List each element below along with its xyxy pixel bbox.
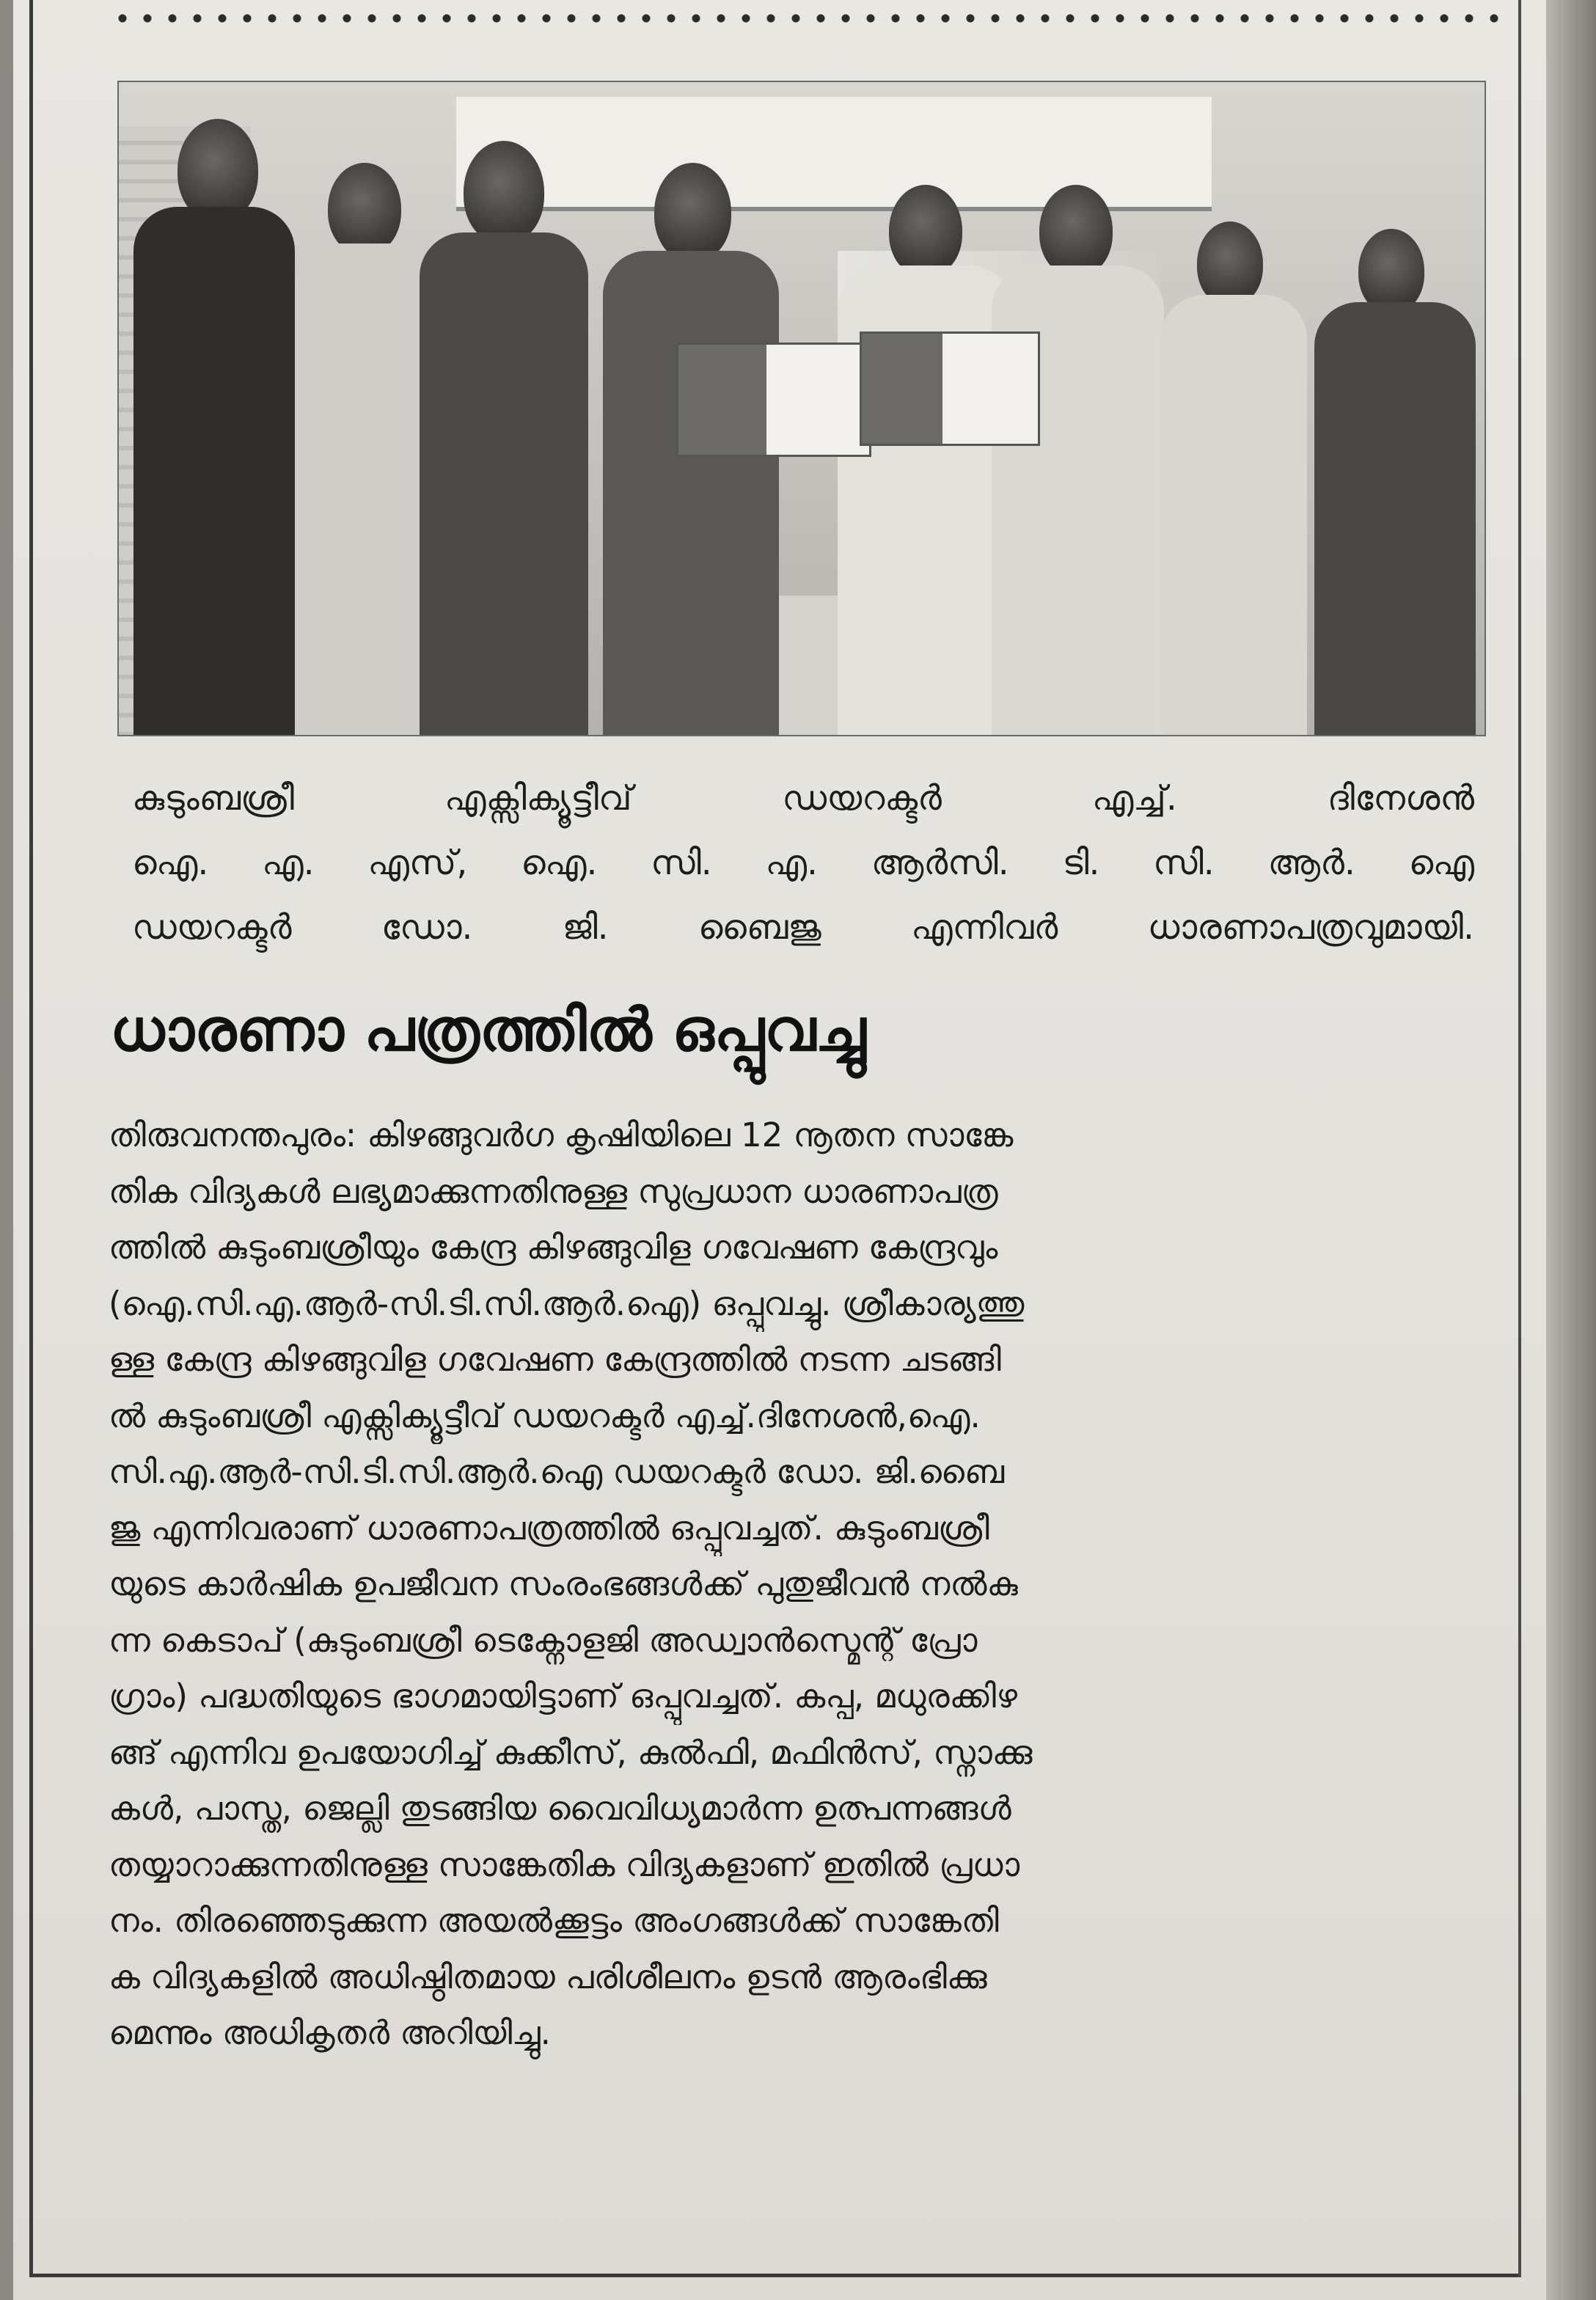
memorandum-document-left xyxy=(676,343,871,457)
page-edge-shadow xyxy=(1546,0,1596,2300)
body-line: ജു എന്നിവരാണ് ധാരണാപത്രത്തിൽ ഒപ്പുവച്ചത്. കുടുംബശ്രീ xyxy=(109,1508,989,1548)
body-line: തിരുവനന്തപുരം: കിഴങ്ങുവർഗ കൃഷിയിലെ 12 നൂതന സാങ്കേ xyxy=(109,1116,1014,1154)
caption-line: ഡയറക്ടർ ഡോ. ജി. ബൈജു എന്നിവർ ധാരണാപത്രവുമായി. xyxy=(132,907,1474,948)
body-line: യുടെ കാർഷിക ഉപജീവന സംരംഭങ്ങൾക്ക് പുതുജീവൻ നൽകു xyxy=(109,1564,1018,1603)
body-line: സി.എ.ആർ-സി.ടി.സി.ആർ.ഐ ഡയറക്ടർ ഡോ. ജി.ബൈ xyxy=(109,1452,1005,1491)
news-photo xyxy=(117,81,1486,736)
body-line: ഗ്രാം) പദ്ധതിയുടെ ഭാഗമായിട്ടാണ് ഒപ്പുവച്ചത്. കപ്പ, മധുരക്കിഴ xyxy=(109,1677,1017,1715)
column-rule-left xyxy=(29,0,33,2274)
body-line: ൽ കുടുംബശ്രീ എക്സിക്യൂട്ടീവ് ഡയറക്ടർ എച്ച്.ദിനേശൻ,ഐ. xyxy=(109,1396,981,1435)
caption-line: ഐ. എ. എസ്, ഐ. സി. എ. ആർസി. ടി. സി. ആർ. ഐ xyxy=(132,843,1474,883)
body-line: ത്തിൽ കുടുംബശ്രീയും കേന്ദ്ര കിഴങ്ങുവിള ഗവേഷണ കേന്ദ്രവും xyxy=(109,1228,998,1267)
caption-line: കുടുംബശ്രീ എക്സിക്യൂട്ടീവ് ഡയറക്ടർ എച്ച്. ദിനേശൻ xyxy=(132,778,1474,818)
body-line: ന്ന കെടാപ് (കുടുംബശ്രീ ടെക്നോളജി അഡ്വാൻസ്മെന്റ് പ്രോ xyxy=(109,1620,978,1660)
body-line: ള്ള കേന്ദ്ര കിഴങ്ങുവിള ഗവേഷണ കേന്ദ്രത്തിൽ നടന്ന ചടങ്ങി xyxy=(109,1340,1001,1379)
memorandum-document-right xyxy=(860,332,1040,446)
dotted-border xyxy=(110,10,1504,26)
body-line: ക വിദ്യകളിൽ അധിഷ്ഠിതമായ പരിശീലനം ഉടൻ ആരംഭിക്കു xyxy=(109,1957,987,1996)
column-rule-right xyxy=(1518,0,1521,2277)
photo-caption xyxy=(132,766,1474,960)
body-line: മെന്നും അധികൃതർ അറിയിച്ചു. xyxy=(109,2013,551,2052)
body-line: കൾ, പാസ്ത, ജെല്ലി തുടങ്ങിയ വൈവിധ്യമാർന്ന ഉത്പന്നങ്ങൾ xyxy=(109,1789,1011,1828)
article-headline: ധാരണാ പത്രത്തിൽ ഒപ്പുവച്ചു xyxy=(110,996,866,1064)
body-line: തിക വിദ്യകൾ ലഭ്യമാക്കുന്നതിനുള്ള സുപ്രധാന ധാരണാപത്ര xyxy=(109,1171,998,1211)
article-body xyxy=(109,1107,1482,2062)
body-line: (ഐ.സി.എ.ആർ-സി.ടി.സി.ആർ.ഐ) ഒപ്പുവച്ചു. ശ്രീകാര്യത്തു xyxy=(109,1283,1025,1323)
body-line: തയ്യാറാക്കുന്നതിനുള്ള സാങ്കേതിക വിദ്യകളാണ് ഇതിൽ പ്രധാ xyxy=(109,1845,1020,1884)
column-rule-bottom xyxy=(29,2274,1518,2277)
body-line: നം. തിരഞ്ഞെടുക്കുന്ന അയൽക്കൂട്ടം അംഗങ്ങൾക്ക് സാങ്കേതി xyxy=(109,1901,999,1940)
body-line: ങ്ങ് എന്നിവ ഉപയോഗിച്ച് കുക്കീസ്, കുൽഫി, മഫിൻസ്, സ്നാക്കു xyxy=(109,1732,1033,1772)
